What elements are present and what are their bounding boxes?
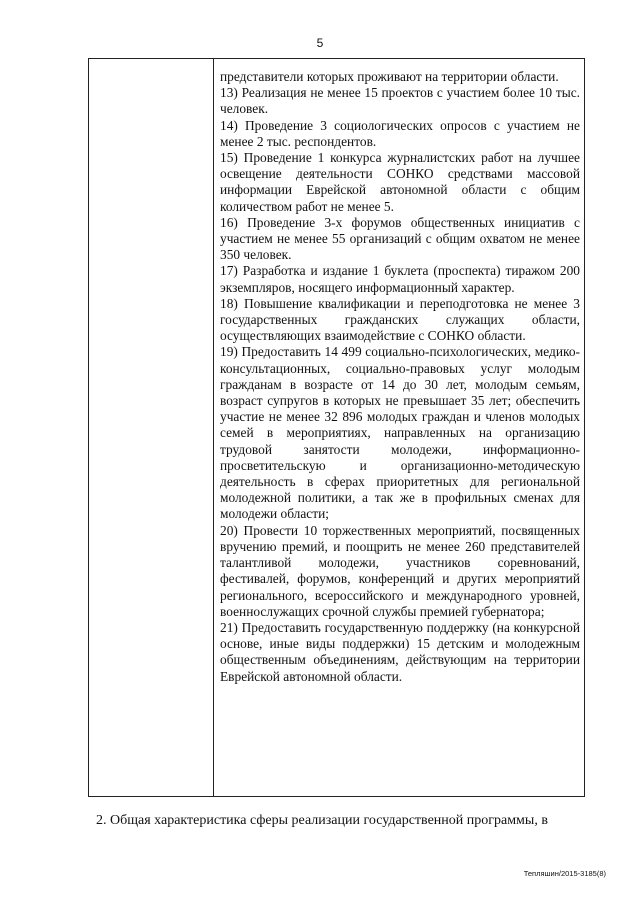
page-number: 5 xyxy=(316,36,324,50)
table-left-cell xyxy=(89,59,214,796)
footer-code: Тепляшин/2015-3185(8) xyxy=(523,869,606,878)
list-item: 13) Реализация не менее 15 проектов с участием более 10 тыс. человек. xyxy=(220,85,580,117)
list-item: 18) Повышение квалификации и переподготовка не менее 3 государственных гражданских служащих области, осуществляющих взаимодействие с СОНКО области. xyxy=(220,295,580,344)
list-item: 21) Предоставить государственную поддержку (на конкурсной основе, иные виды поддержки) 15 детским и молодежным общественным объединениям, действующим на территории Еврейской автономной области. xyxy=(220,619,580,684)
list-item: представители которых проживают на территории области. xyxy=(220,69,559,84)
section-heading: 2. Общая характеристика сферы реализации государственной программы, в xyxy=(96,813,548,828)
table-right-cell xyxy=(214,59,584,796)
list-item: 20) Провести 10 торжественных мероприятий, посвященных вручению премий, и поощрить не менее 260 представителей талантливой молодежи, участников соревнований, фестивалей, форумов, конференций и других мероприятий регионального, всероссийского и международного уровней, военнослужащих срочной службы премией губернатора; xyxy=(220,522,580,619)
program-table xyxy=(88,58,585,797)
list-item: 17) Разработка и издание 1 буклета (проспекта) тиражом 200 экземпляров, носящего информационный характер. xyxy=(220,263,580,295)
list-item: 16) Проведение 3-х форумов общественных инициатив с участием не менее 55 организаций с общим охватом не менее 350 человек. xyxy=(220,214,580,263)
list-item: 15) Проведение 1 конкурса журналистских работ на лучшее освещение деятельности СОНКО средствами массовой информации Еврейской автономной области с общим количеством работ не менее 5. xyxy=(220,150,580,214)
list-item: 14) Проведение 3 социологических опросов с участием не менее 2 тыс. респондентов. xyxy=(220,117,580,149)
list-item: 19) Предоставить 14 499 социально-психологических, медико-консультационных, социально-правовых услуг молодым гражданам в возрасте от 14 до 30 лет, молодым семьям, возраст супругов в которых не превышает 35 лет; обеспечить участие не менее 32 896 молодых граждан и членов молодых семей в мероприятиях, направленных на организацию трудовой занятости молодежи, информационно-просветительскую и организационно-методическую деятельность в сферах приоритетных для региональной молодежной политики, а так же в профильных сменах для молодежи области; xyxy=(220,344,580,522)
